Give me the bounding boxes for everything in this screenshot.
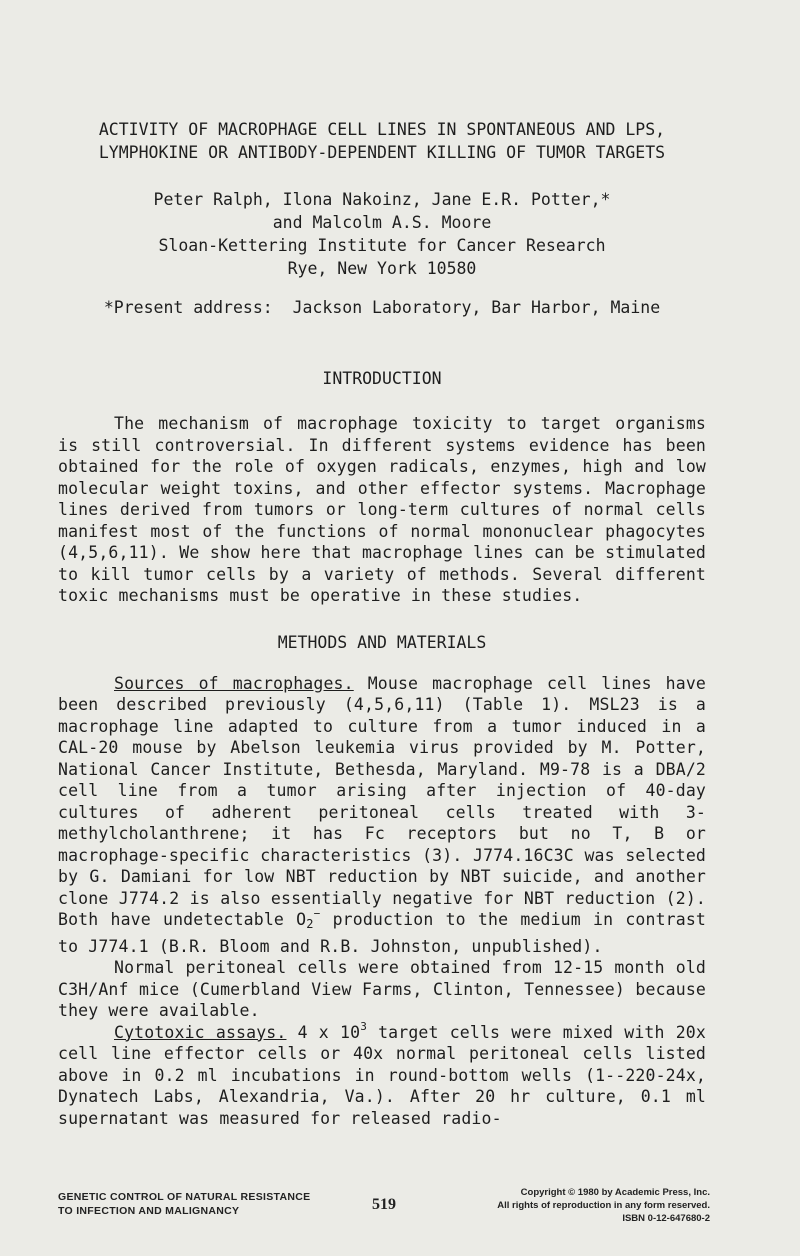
exponent: 3 (360, 1019, 367, 1033)
book-title (58, 1190, 310, 1218)
methods-heading: METHODS AND MATERIALS (277, 632, 487, 652)
cytotoxic-text-b: target cells were mixed with 20x cell line effector cells or 40x normal peritoneal cells listed above in 0.2 ml incubations in round-bottom wells (1--220-24x, Dynatech Labs, Alexandria, Va.). After 20 hr culture, 0.1 ml supernatant was measured for released radio- (58, 1022, 706, 1128)
cytotoxic-text-a: 4 x 10 (297, 1022, 361, 1042)
affiliation: Sloan-Kettering Institute for Cancer Research (158, 236, 606, 255)
paper-page (58, 118, 706, 1129)
introduction-heading: INTRODUCTION (322, 369, 442, 388)
authors-line-1: Peter Ralph, Ilona Nakoinz, Jane E.R. Potter,* (153, 190, 611, 209)
author-block (58, 188, 706, 280)
location: Rye, New York 10580 (287, 259, 477, 278)
cytotoxic-paragraph (58, 1019, 706, 1130)
sources-subheading: Sources of macrophages. (114, 673, 354, 693)
copyright-line: Copyright © 1980 by Academic Press, Inc. (520, 1187, 710, 1198)
authors-line-2: and Malcolm A.S. Moore (272, 213, 492, 232)
rights-line: All rights of reproduction in any form reserved. (497, 1200, 710, 1211)
sources-paragraph (58, 673, 706, 958)
book-title-line-2: TO INFECTION AND MALIGNANCY (58, 1205, 240, 1217)
paper-title (58, 118, 706, 164)
title-line-1: ACTIVITY OF MACROPHAGE CELL LINES IN SPONTANEOUS AND LPS, (98, 120, 666, 139)
sources-text-a: Mouse macrophage cell lines have been described previously (4,5,6,11) (Table 1). MSL23 is a macrophage line adapted to culture from a tumor induced in a CAL-20 mouse by Abelson leukemia virus provided by M. Potter, National Cancer Institute, Bethesda, Maryland. M9-78 is a DBA/2 cell line from a tumor arising after injection of 40-day cultures of adherent peritoneal cells treated with 3-methylcholanthrene; it has Fc receptors but no T, B or macrophage-specific characteristics (3). J774.16C3C was selected by G. Damiani for low NBT reduction by NBT suicide, and another clone J774.2 is also essentially negative for NBT reduction (2). Both have undetectable O (58, 673, 706, 929)
title-line-2: LYMPHOKINE OR ANTIBODY-DEPENDENT KILLING OF TUMOR TARGETS (98, 143, 666, 162)
cytotoxic-subheading: Cytotoxic assays. (114, 1022, 287, 1042)
book-title-line-1: GENETIC CONTROL OF NATURAL RESISTANCE (58, 1191, 311, 1203)
present-address-note: *Present address: Jackson Laboratory, Bar Harbor, Maine (103, 298, 661, 317)
page-footer (58, 1186, 710, 1238)
o2-superscript: − (313, 907, 321, 920)
introduction-paragraph: The mechanism of macrophage toxicity to target organisms is still controversial. In different systems evidence has been obtained for the role of oxygen radicals, enzymes, high and low molecular weight toxins, and other effector systems. Macrophage lines derived from tumors or long-term cultures of normal cells manifest most of the functions of normal mononuclear phagocytes (4,5,6,11). We show here that macrophage lines can be stimulated to kill tumor cells by a variety of methods. Several different toxic mechanisms must be operative in these studies. (58, 414, 706, 605)
copyright-block (497, 1186, 710, 1225)
isbn-line: ISBN 0-12-647680-2 (622, 1213, 710, 1224)
o2-subscript: 2 (306, 917, 314, 931)
sources-text-b: production to the medium in contrast to J774.1 (B.R. Bloom and R.B. Johnston, unpublished). (58, 910, 707, 956)
peritoneal-paragraph: Normal peritoneal cells were obtained from 12-15 month old C3H/Anf mice (Cumerbland View Farms, Clinton, Tennessee) because they were available. (58, 958, 706, 1020)
page-number: 519 (372, 1196, 396, 1213)
